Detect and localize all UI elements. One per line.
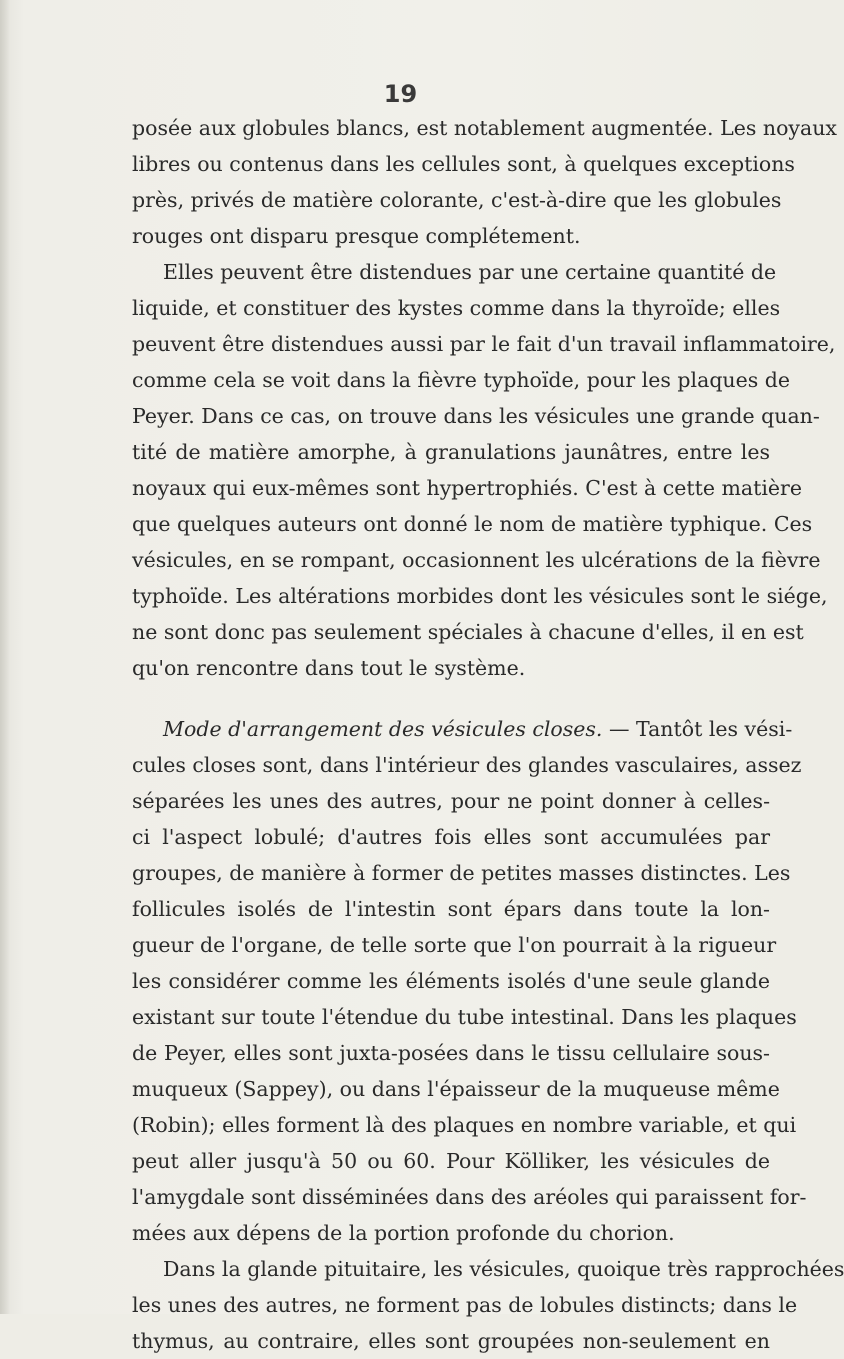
text-line: (Robin); elles forment là des plaques en nombre variable, et qui [132,1113,797,1137]
text-line: séparées les unes des autres, pour ne point donner à celles- [132,789,770,813]
paragraph-3 [132,711,807,1251]
text-line: posée aux globules blancs, est notablement augmentée. Les noyaux [132,116,837,140]
text-line: Dans la glande pituitaire, les vésicules, quoique très rapprochées [163,1257,844,1281]
text-line: ne sont donc pas seulement spéciales à chacune d'elles, il en est [132,620,804,644]
binding-shadow [0,0,10,1314]
text-line: comme cela se voit dans la fièvre typhoïde, pour les plaques de [132,368,791,392]
text-line: typhoïde. Les altérations morbides dont les vésicules sont le siége, [132,584,828,608]
text-line: de Peyer, elles sont juxta-posées dans le tissu cellulaire sous- [132,1041,770,1065]
text-line: gueur de l'organe, de telle sorte que l'on pourrait à la rigueur [132,933,777,957]
text-line: Peyer. Dans ce cas, on trouve dans les vésicules une grande quan- [132,404,820,428]
text-line: follicules isolés de l'intestin sont épars dans toute la lon- [132,897,770,921]
text-line: qu'on rencontre dans tout le système. [132,656,526,680]
paragraph-gap [132,686,770,711]
text-line: peut aller jusqu'à 50 ou 60. Pour Kölliker, les vésicules de [132,1149,770,1173]
text-line: muqueux (Sappey), ou dans l'épaisseur de la muqueuse même [132,1077,780,1101]
section-heading: Mode d'arrangement des vésicules closes. [163,717,603,741]
page-number: 19 [383,80,418,108]
text-line: l'amygdale sont disséminées dans des aréoles qui paraissent for- [132,1185,807,1209]
text-line: Elles peuvent être distendues par une certaine quantité de [163,260,777,284]
text-line: liquide, et constituer des kystes comme dans la thyroïde; elles [132,296,781,320]
text-line: près, privés de matière colorante, c'est-à-dire que les globules [132,188,782,212]
text-line: vésicules, en se rompant, occasionnent les ulcérations de la fièvre [132,548,821,572]
text-line: noyaux qui eux-mêmes sont hypertrophiés. C'est à cette matière [132,476,802,500]
body-text [132,110,844,1359]
text-line: cules closes sont, dans l'intérieur des glandes vasculaires, assez [132,753,802,777]
text-line: libres ou contenus dans les cellules sont, à quelques exceptions [132,152,795,176]
text-line: thymus, au contraire, elles sont groupées non-seulement en [132,1329,770,1353]
text-line: que quelques auteurs ont donné le nom de matière typhique. Ces [132,512,813,536]
paragraph-2 [132,254,836,686]
text-line: ci l'aspect lobulé; d'autres fois elles sont accumulées par [132,825,770,849]
text-line: groupes, de manière à former de petites masses distinctes. Les [132,861,791,885]
text-line: les considérer comme les éléments isolés d'une seule glande [132,969,770,993]
text-line: existant sur toute l'étendue du tube intestinal. Dans les plaques [132,1005,797,1029]
text-line: les unes des autres, ne forment pas de lobules distincts; dans le [132,1293,798,1317]
text-line: rouges ont disparu presque complétement. [132,224,581,248]
text-line: tité de matière amorphe, à granulations jaunâtres, entre les [132,440,770,464]
paragraph-4 [132,1251,844,1359]
text-line: peuvent être distendues aussi par le fait d'un travail inflammatoire, [132,332,836,356]
paragraph-1 [132,110,837,254]
text-line: mées aux dépens de la portion profonde du chorion. [132,1221,675,1245]
text-line [132,711,793,747]
heading-continuation: — Tantôt les vési- [602,717,793,741]
